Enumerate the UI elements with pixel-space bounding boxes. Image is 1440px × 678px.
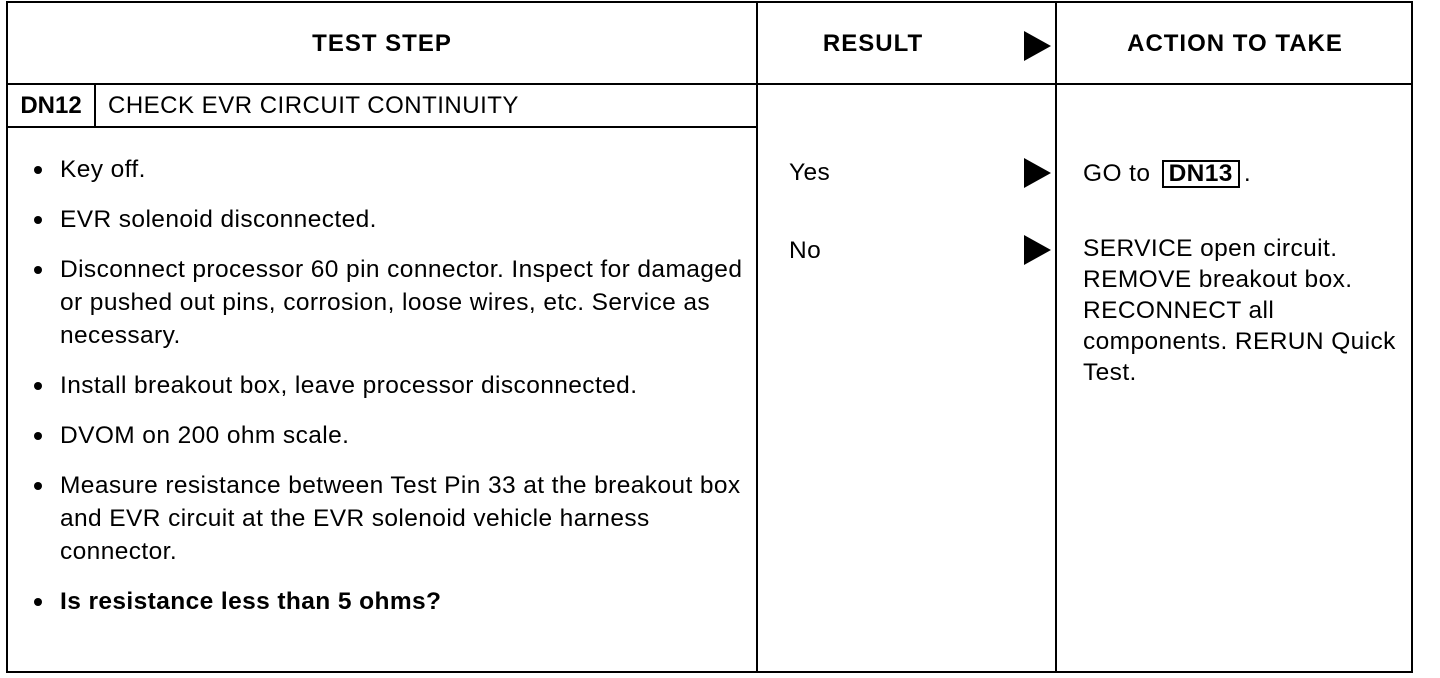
result-yes: Yes	[789, 159, 831, 186]
bullet-icon	[34, 598, 42, 606]
step-id: DN12	[20, 92, 82, 119]
list-item	[30, 203, 745, 236]
header-arrow-icon	[1024, 31, 1051, 61]
list-item-question	[30, 585, 745, 618]
result-yes-arrow-icon	[1024, 158, 1051, 188]
action-yes	[1083, 158, 1251, 189]
column-divider-action	[1055, 3, 1057, 671]
step-title: CHECK EVR CIRCUIT CONTINUITY	[108, 92, 519, 119]
bullet-text: Install breakout box, leave processor disconnected.	[60, 372, 638, 399]
bullet-icon	[34, 266, 42, 274]
bullet-icon	[34, 382, 42, 390]
list-item	[30, 369, 745, 402]
result-no: No	[789, 237, 822, 264]
list-item	[30, 253, 745, 352]
bullet-text: Disconnect processor 60 pin connector. Inspect for damaged or pushed out pins, corrosion, loose wires, etc. Service as necessary.	[60, 256, 743, 349]
header-action	[1057, 3, 1413, 84]
test-step-table	[6, 1, 1413, 673]
bullet-text: Key off.	[60, 156, 146, 183]
result-no-arrow-icon	[1024, 235, 1051, 265]
header-result	[758, 3, 988, 84]
header-test-step-label: TEST STEP	[312, 29, 452, 57]
header-result-label: RESULT	[822, 29, 924, 57]
action-yes-reference: DN13	[1162, 160, 1240, 188]
list-item	[30, 469, 745, 568]
action-no: SERVICE open circuit. REMOVE breakout box. RECONNECT all components. RERUN Quick Test.	[1083, 235, 1396, 386]
bullet-text: Measure resistance between Test Pin 33 at the breakout box and EVR circuit at the EVR solenoid vehicle harness connector.	[60, 472, 741, 565]
bullet-icon	[34, 166, 42, 174]
header-test-step	[8, 3, 756, 84]
action-yes-suffix: .	[1243, 160, 1252, 187]
bullet-icon	[34, 432, 42, 440]
bullet-icon	[34, 482, 42, 490]
list-item	[30, 419, 745, 452]
bullet-text: DVOM on 200 ohm scale.	[60, 422, 350, 449]
list-item	[30, 153, 745, 186]
step-id-divider	[94, 83, 96, 127]
bullet-icon	[34, 216, 42, 224]
header-action-label: ACTION TO TAKE	[1127, 29, 1343, 57]
action-yes-prefix: GO to	[1083, 160, 1151, 187]
bullet-text: Is resistance less than 5 ohms?	[60, 588, 442, 615]
step-bullet-list	[30, 153, 745, 635]
bullet-text: EVR solenoid disconnected.	[60, 206, 377, 233]
step-title-divider	[8, 126, 756, 128]
column-divider-result	[756, 3, 758, 671]
